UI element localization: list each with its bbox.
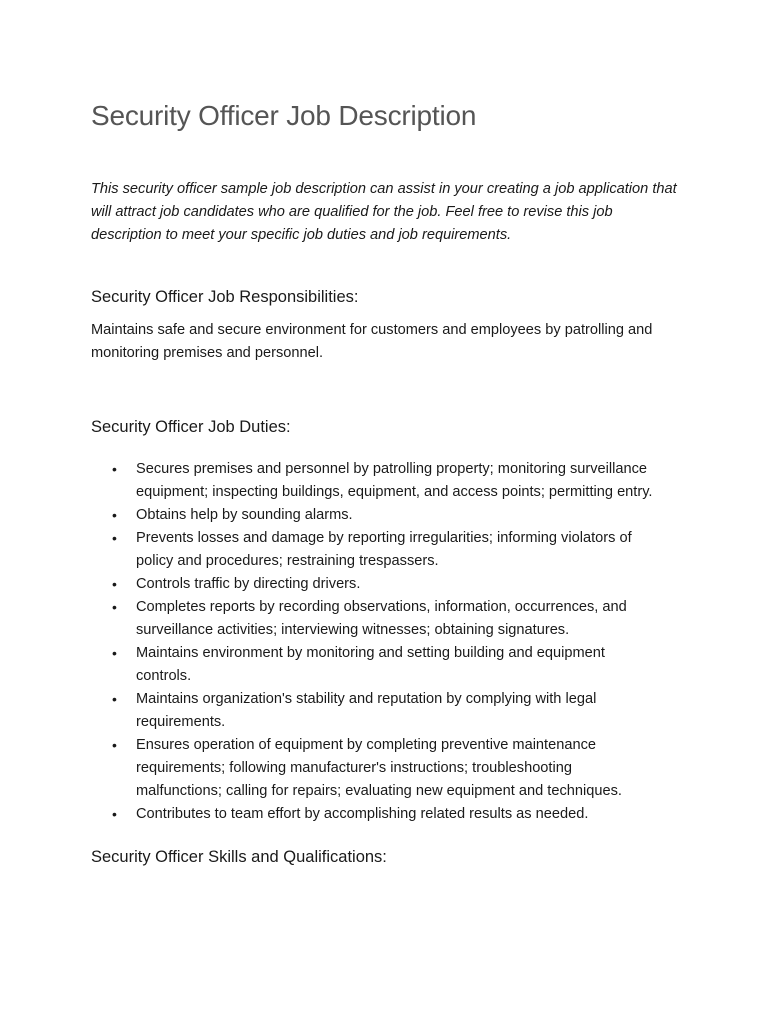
page-title: Security Officer Job Description (91, 100, 477, 131)
duty-text: Maintains organization's stability and reputation by complying with legal requirements. (136, 691, 597, 730)
duty-text: Secures premises and personnel by patrolling property; monitoring surveillance equipment; inspecting buildings, equipment, and access points; permitting entry. (136, 461, 653, 500)
bullet-icon: • (112, 461, 117, 477)
bullet-icon: • (112, 507, 117, 523)
bullet-icon: • (112, 806, 117, 822)
duty-text: Ensures operation of equipment by completing preventive maintenance requirements; following manufacturer's instructions; troubleshooting malfunctions; calling for repairs; evaluating new equipment and techniques. (136, 737, 622, 799)
list-item (91, 458, 656, 504)
duty-text: Controls traffic by directing drivers. (136, 576, 361, 592)
duty-text: Completes reports by recording observations, information, occurrences, and surveillance activities; interviewing witnesses; obtaining signatures. (136, 599, 627, 638)
list-item (91, 573, 656, 596)
intro-paragraph: This security officer sample job description can assist in your creating a job application that will attract job candidates who are qualified for the job. Feel free to revise this job description to meet your specific job duties and job requirements. (91, 181, 677, 243)
bullet-icon: • (112, 576, 117, 592)
duty-text: Obtains help by sounding alarms. (136, 507, 353, 523)
bullet-icon: • (112, 530, 117, 546)
duties-heading: Security Officer Job Duties: (91, 418, 291, 436)
duties-list (91, 458, 691, 826)
bullet-icon: • (112, 599, 117, 615)
bullet-icon: • (112, 737, 117, 753)
list-item (91, 803, 656, 826)
duty-text: Contributes to team effort by accomplishing related results as needed. (136, 806, 589, 822)
list-item (91, 688, 656, 734)
list-item (91, 642, 656, 688)
list-item (91, 596, 656, 642)
bullet-icon: • (112, 691, 117, 707)
skills-heading: Security Officer Skills and Qualifications: (91, 848, 387, 866)
document-page (91, 98, 691, 868)
list-item (91, 527, 656, 573)
list-item (91, 504, 656, 527)
duty-text: Maintains environment by monitoring and setting building and equipment controls. (136, 645, 605, 684)
bullet-icon: • (112, 645, 117, 661)
responsibilities-heading: Security Officer Job Responsibilities: (91, 288, 359, 306)
duty-text: Prevents losses and damage by reporting irregularities; informing violators of policy and procedures; restraining trespassers. (136, 530, 632, 569)
responsibilities-text: Maintains safe and secure environment for customers and employees by patrolling and monitoring premises and personnel. (91, 322, 653, 361)
list-item (91, 734, 656, 803)
